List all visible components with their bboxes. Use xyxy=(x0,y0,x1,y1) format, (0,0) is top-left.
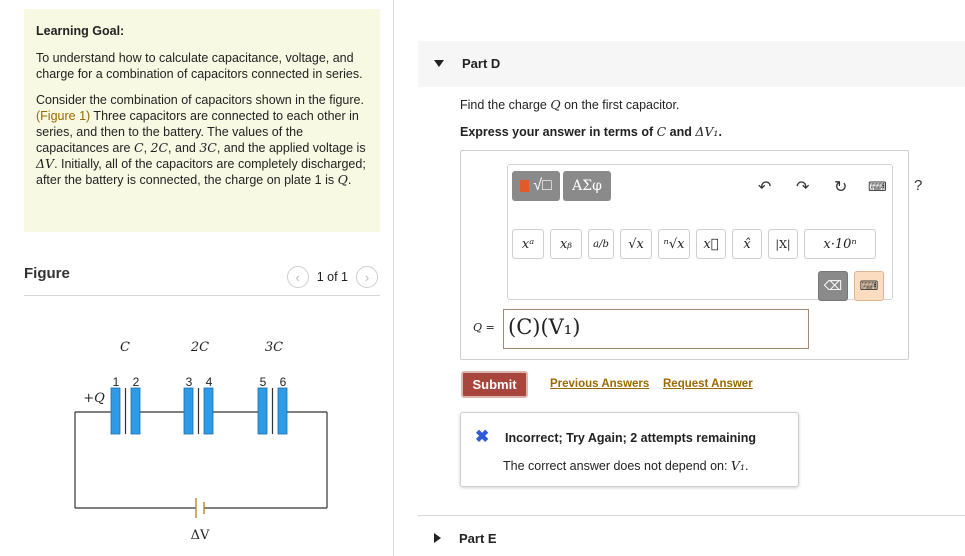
capacitance-3: 3C xyxy=(199,140,217,155)
description-text: , and xyxy=(168,141,200,155)
express-text: and xyxy=(666,125,696,139)
template-box-icon xyxy=(520,180,529,192)
part-e-title[interactable]: Part E xyxy=(459,531,497,546)
figure-label: Figure xyxy=(24,265,70,282)
description-text: , xyxy=(143,141,151,155)
templates-label: √□ xyxy=(533,177,552,194)
plate-label-1: 1 xyxy=(112,375,120,389)
feedback-var: V₁ xyxy=(730,458,745,473)
answer-panel xyxy=(460,150,923,360)
figure-link[interactable]: (Figure 1) xyxy=(36,109,91,123)
vector-button[interactable]: x⃗ xyxy=(696,229,726,259)
cap-label-2: 2C xyxy=(190,340,210,355)
learning-goal-description xyxy=(36,92,368,188)
express-text: Express your answer in terms of xyxy=(460,125,657,139)
keyboard-icon[interactable]: ⌨ xyxy=(868,179,887,194)
description-text: . Initially, all of the capacitors are completely discharged; after the battery is connected, the charge on plate 1 is xyxy=(36,157,366,187)
figure-header xyxy=(24,262,380,296)
express-text: . xyxy=(718,125,722,139)
unit-vector-button[interactable]: x̂ xyxy=(732,229,762,259)
feedback-title: Incorrect; Try Again; 2 attempts remaining xyxy=(505,431,756,445)
backspace-icon: ⌫ xyxy=(823,278,843,293)
prev-figure-button[interactable] xyxy=(287,266,309,288)
chevron-right-icon: › xyxy=(364,269,370,285)
answer-input[interactable]: (C)(V₁) xyxy=(503,309,809,349)
reset-icon[interactable]: ↻ xyxy=(834,179,848,196)
capacitance-2: 2C xyxy=(150,140,169,155)
plate-2 xyxy=(131,388,140,434)
instruction-var: Q xyxy=(550,97,561,112)
plate-5 xyxy=(258,388,267,434)
section-divider xyxy=(418,515,965,516)
plate-6 xyxy=(278,388,287,434)
subscript-button[interactable]: xᵦ xyxy=(550,229,582,259)
battery-symbol xyxy=(196,498,204,518)
feedback-box xyxy=(460,412,799,487)
greek-symbols-button[interactable] xyxy=(563,171,611,201)
charge-label: +Q xyxy=(83,391,105,406)
cap-label-1: C xyxy=(120,340,130,355)
description-text: . xyxy=(347,173,352,187)
plate-3 xyxy=(184,388,193,434)
request-answer-link[interactable]: Request Answer xyxy=(663,378,753,390)
description-text: Three capacitors are connected to each other in series, and then to the battery. The values of the capacitances are xyxy=(36,109,359,155)
keyboard-toggle-button[interactable] xyxy=(854,271,884,301)
greek-label: ΑΣφ xyxy=(572,178,602,194)
sci-notation-button[interactable]: x·10ⁿ xyxy=(804,229,876,259)
learning-goal-panel xyxy=(24,9,380,232)
math-toolbar xyxy=(507,164,923,300)
next-figure-button[interactable] xyxy=(356,266,378,288)
learning-goal-intro: To understand how to calculate capacitance, voltage, and charge for a combination of capacitors connected in series. xyxy=(36,51,363,81)
figure-pager xyxy=(287,266,378,288)
instruction-text: Find the charge xyxy=(460,98,551,112)
plate-1 xyxy=(111,388,120,434)
nth-root-button[interactable]: ⁿ√x xyxy=(658,229,690,259)
feedback-text xyxy=(503,458,748,473)
keyboard-icon: ⌨ xyxy=(859,278,879,293)
submit-button[interactable]: Submit xyxy=(461,371,528,398)
cap-label-3: 3C xyxy=(264,340,284,355)
collapse-triangle-icon[interactable] xyxy=(434,60,444,67)
circuit-diagram xyxy=(60,330,340,550)
templates-button[interactable] xyxy=(512,171,560,201)
fraction-button[interactable]: a/b xyxy=(588,229,614,259)
part-d-instruction xyxy=(460,97,679,112)
plate-label-4: 4 xyxy=(205,375,213,389)
battery-label: ΔV xyxy=(190,528,210,543)
help-icon[interactable]: ? xyxy=(914,177,923,194)
plate-label-5: 5 xyxy=(259,375,267,389)
part-d-express xyxy=(460,124,722,139)
capacitance-1: C xyxy=(133,140,144,155)
feedback-text-part: . xyxy=(744,459,749,473)
description-text: Consider the combination of capacitors shown in the figure. xyxy=(36,93,364,107)
abs-value-button[interactable]: |X| xyxy=(768,229,798,259)
incorrect-x-icon: ✖ xyxy=(475,427,490,446)
express-var: C xyxy=(656,124,667,139)
column-divider xyxy=(393,0,394,556)
delete-button[interactable] xyxy=(818,271,848,301)
instruction-text: on the first capacitor. xyxy=(560,98,680,112)
description-text: , and the applied voltage is xyxy=(216,141,366,155)
previous-answers-link[interactable]: Previous Answers xyxy=(550,378,650,390)
chevron-left-icon: ‹ xyxy=(295,269,300,285)
express-var: ΔV₁ xyxy=(695,124,719,139)
plate-label-3: 3 xyxy=(185,375,193,389)
undo-icon[interactable]: ↶ xyxy=(758,179,772,196)
answer-label: Q = xyxy=(473,321,495,334)
superscript-button[interactable]: xᵃ xyxy=(512,229,544,259)
applied-voltage: ΔV xyxy=(36,156,55,171)
plate-label-2: 2 xyxy=(132,375,140,389)
feedback-text-part: The correct answer does not depend on: xyxy=(503,459,731,473)
expand-triangle-icon[interactable] xyxy=(434,533,441,543)
plate-4 xyxy=(204,388,213,434)
learning-goal-title: Learning Goal: xyxy=(36,24,125,38)
plate-charge: Q xyxy=(337,172,348,187)
figure-page-count: 1 of 1 xyxy=(316,270,348,284)
plate-label-6: 6 xyxy=(279,375,287,389)
part-d-header[interactable] xyxy=(418,41,965,87)
redo-icon[interactable]: ↷ xyxy=(796,179,810,196)
part-d-title: Part D xyxy=(462,56,501,71)
sqrt-button[interactable]: √x xyxy=(620,229,652,259)
